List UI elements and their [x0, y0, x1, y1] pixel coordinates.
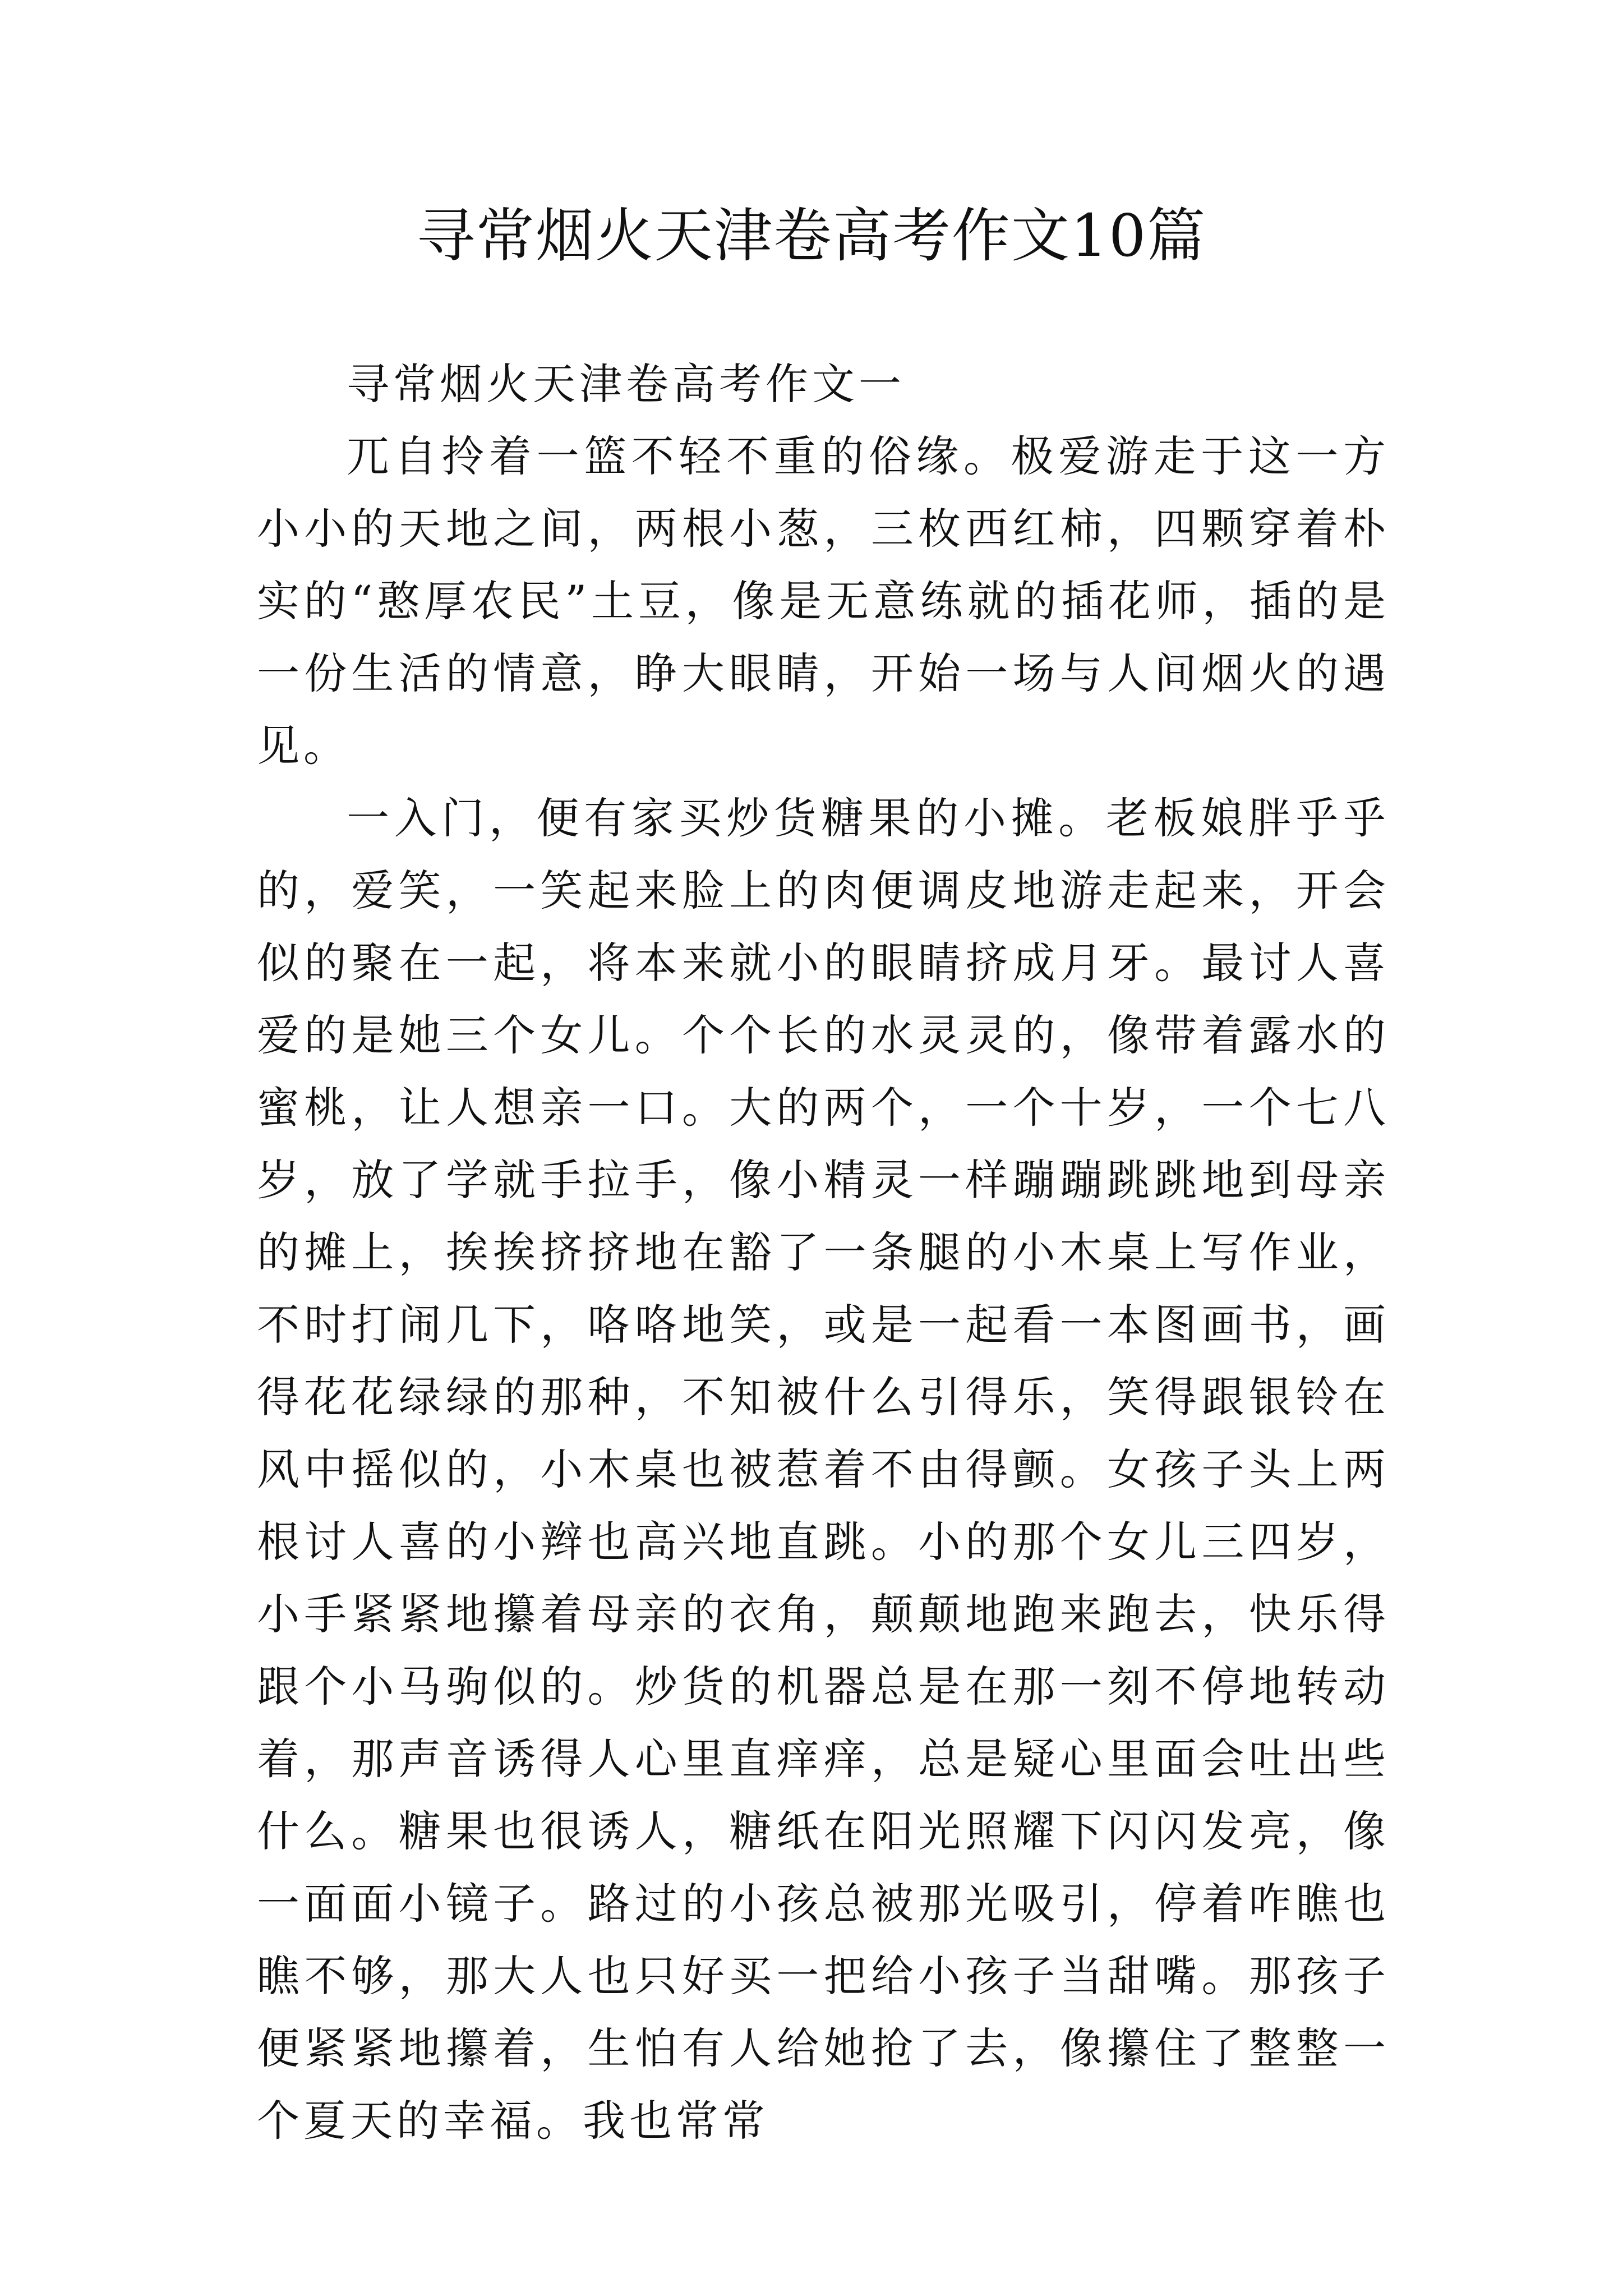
section-heading: 寻常烟火天津卷高考作文一 [347, 359, 905, 409]
document-title: 寻常烟火天津卷高考作文10篇 [416, 201, 1207, 270]
document-body [257, 348, 1390, 2157]
paragraph: 一入门，便有家买炒货糖果的小摊。老板娘胖乎乎的，爱笑，一笑起来脸上的肉便调皮地游走起来，开会似的聚在一起，将本来就小的眼睛挤成月牙。最讨人喜爱的是她三个女儿。个个长的水灵灵的，像带着露水的蜜桃，让人想亲一口。大的两个，一个十岁，一个七八岁，放了学就手拉手，像小精灵一样蹦蹦跳跳地到母亲的摊上，挨挨挤挤地在豁了一条腿的小木桌上写作业，不时打闹几下，咯咯地笑，或是一起看一本图画书，画得花花绿绿的那种，不知被什么引得乐，笑得跟银铃在风中摇似的，小木桌也被惹着不由得颤。女孩子头上两根讨人喜的小辫也高兴地直跳。小的那个女儿三四岁，小手紧紧地攥着母亲的衣角，颠颠地跑来跑去，快乐得跟个小马驹似的。炒货的机器总是在那一刻不停地转动着，那声音诱得人心里直痒痒，总是疑心里面会吐出些什么。糖果也很诱人，糖纸在阳光照耀下闪闪发亮，像一面面小镜子。路过的小孩总被那光吸引，停着咋瞧也瞧不够，那大人也只好买一把给小孩子当甜嘴。那孩子便紧紧地攥着，生怕有人给她抢了去，像攥住了整整一个夏天的幸福。我也常常 [257, 793, 1390, 2146]
paragraph: 兀自拎着一篮不轻不重的俗缘。极爱游走于这一方小小的天地之间，两根小葱，三枚西红柿，四颗穿着朴实的“憨厚农民”土豆，像是无意练就的插花师，插的是一份生活的情意，睁大眼睛，开始一场与人间烟火的遇见。 [257, 431, 1390, 771]
